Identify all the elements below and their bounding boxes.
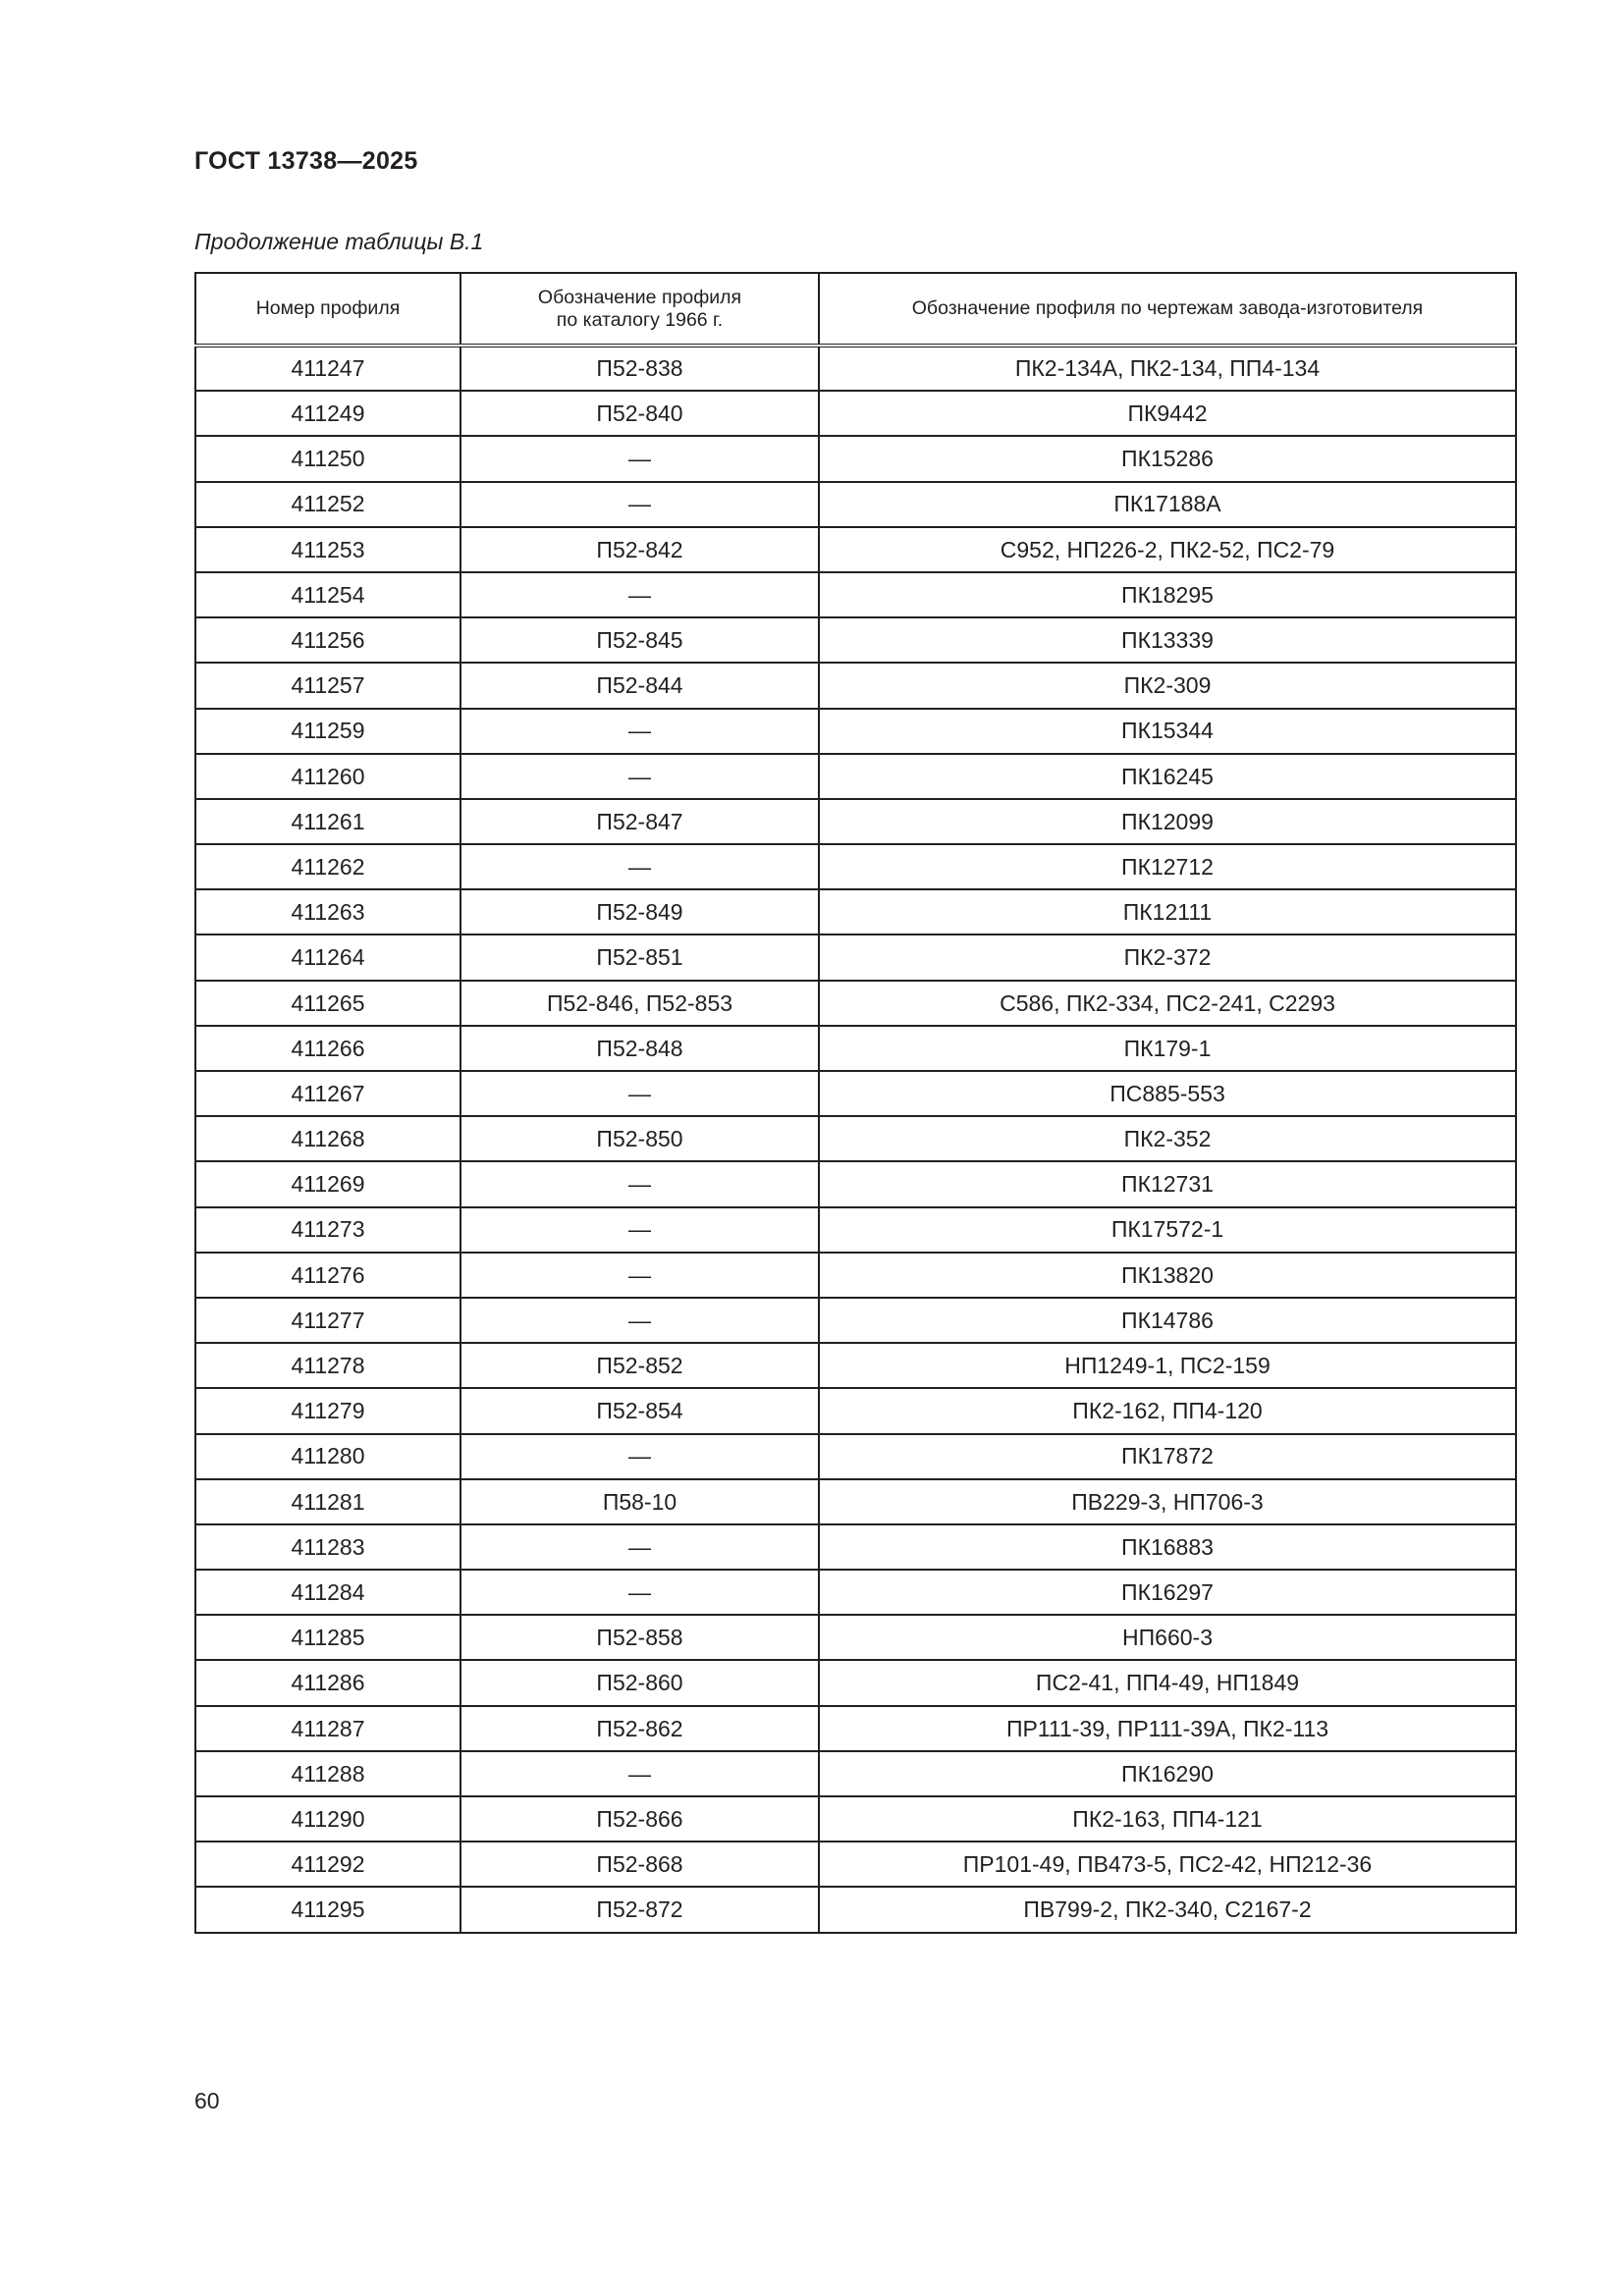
profile-number-cell: 411295	[195, 1887, 460, 1932]
table-row	[195, 1161, 1516, 1206]
table-row	[195, 1434, 1516, 1479]
catalog-designation-cell: —	[460, 1434, 819, 1479]
page-number: 60	[194, 2088, 220, 2113]
manufacturer-designation-cell: ПК179-1	[819, 1026, 1516, 1071]
table-row	[195, 1796, 1516, 1842]
table-caption: Продолжение таблицы В.1	[194, 229, 484, 254]
manufacturer-designation-cell: ПК12099	[819, 799, 1516, 844]
table-header	[195, 273, 1516, 346]
table-row	[195, 1479, 1516, 1524]
manufacturer-designation-cell: ПК17572-1	[819, 1207, 1516, 1253]
catalog-designation-cell: П52-850	[460, 1116, 819, 1161]
manufacturer-designation-cell: ПК16290	[819, 1751, 1516, 1796]
catalog-designation-cell: П52-852	[460, 1343, 819, 1388]
manufacturer-designation-cell: ПК15344	[819, 709, 1516, 754]
table-row	[195, 1116, 1516, 1161]
profile-number-cell: 411256	[195, 617, 460, 663]
manufacturer-designation-cell: ПК18295	[819, 572, 1516, 617]
manufacturer-designation-cell: ПВ799-2, ПК2-340, С2167-2	[819, 1887, 1516, 1932]
table-row	[195, 799, 1516, 844]
profile-number-cell: 411257	[195, 663, 460, 708]
table-row	[195, 1751, 1516, 1796]
document-header: ГОСТ 13738—2025	[194, 147, 418, 175]
manufacturer-designation-cell: ПК2-134А, ПК2-134, ПП4-134	[819, 346, 1516, 391]
manufacturer-designation-cell: ПК17872	[819, 1434, 1516, 1479]
manufacturer-designation-cell: ПК2-162, ПП4-120	[819, 1388, 1516, 1433]
profile-number-cell: 411249	[195, 391, 460, 436]
profile-number-cell: 411279	[195, 1388, 460, 1433]
manufacturer-designation-cell: ПК2-163, ПП4-121	[819, 1796, 1516, 1842]
table-row	[195, 709, 1516, 754]
profile-number-cell: 411252	[195, 482, 460, 527]
catalog-designation-cell: —	[460, 1071, 819, 1116]
catalog-designation-cell: П52-848	[460, 1026, 819, 1071]
catalog-designation-cell: П52-866	[460, 1796, 819, 1842]
catalog-designation-cell: П52-846, П52-853	[460, 981, 819, 1026]
manufacturer-designation-cell: ПК13339	[819, 617, 1516, 663]
profile-number-cell: 411286	[195, 1660, 460, 1705]
manufacturer-designation-cell: ПВ229-3, НП706-3	[819, 1479, 1516, 1524]
catalog-designation-cell: —	[460, 1207, 819, 1253]
profile-number-cell: 411288	[195, 1751, 460, 1796]
profile-number-cell: 411262	[195, 844, 460, 889]
catalog-designation-cell: —	[460, 1298, 819, 1343]
profile-number-cell: 411250	[195, 436, 460, 481]
catalog-designation-cell: —	[460, 572, 819, 617]
manufacturer-designation-cell: ПР101-49, ПВ473-5, ПС2-42, НП212-36	[819, 1842, 1516, 1887]
table-row	[195, 1842, 1516, 1887]
catalog-designation-cell: П52-862	[460, 1706, 819, 1751]
table-row	[195, 1388, 1516, 1433]
profile-number-cell: 411259	[195, 709, 460, 754]
manufacturer-designation-cell: ПК2-372	[819, 934, 1516, 980]
catalog-designation-cell: —	[460, 1524, 819, 1570]
table-row	[195, 934, 1516, 980]
profile-number-cell: 411280	[195, 1434, 460, 1479]
profile-table	[194, 272, 1517, 1934]
manufacturer-designation-cell: ПК12111	[819, 889, 1516, 934]
manufacturer-designation-cell: ПР111-39, ПР111-39А, ПК2-113	[819, 1706, 1516, 1751]
catalog-designation-cell: П52-851	[460, 934, 819, 980]
profile-number-cell: 411269	[195, 1161, 460, 1206]
manufacturer-designation-cell: ПК12712	[819, 844, 1516, 889]
table-header-row	[195, 273, 1516, 346]
table-body	[195, 346, 1516, 1933]
profile-number-cell: 411273	[195, 1207, 460, 1253]
catalog-designation-cell: П52-845	[460, 617, 819, 663]
catalog-designation-cell: —	[460, 1751, 819, 1796]
manufacturer-designation-cell: НП660-3	[819, 1615, 1516, 1660]
profile-number-cell: 411283	[195, 1524, 460, 1570]
table-row	[195, 663, 1516, 708]
catalog-designation-cell: П52-849	[460, 889, 819, 934]
catalog-designation-cell: —	[460, 1253, 819, 1298]
table-row	[195, 1660, 1516, 1705]
profile-number-cell: 411261	[195, 799, 460, 844]
manufacturer-designation-cell: ПК15286	[819, 436, 1516, 481]
manufacturer-designation-cell: ПК2-352	[819, 1116, 1516, 1161]
table-row	[195, 1253, 1516, 1298]
manufacturer-designation-cell: ПК16883	[819, 1524, 1516, 1570]
table-row	[195, 1071, 1516, 1116]
table-row	[195, 1298, 1516, 1343]
table-row	[195, 844, 1516, 889]
catalog-designation-cell: —	[460, 844, 819, 889]
manufacturer-designation-cell: ПК13820	[819, 1253, 1516, 1298]
catalog-designation-cell: —	[460, 436, 819, 481]
profile-number-cell: 411267	[195, 1071, 460, 1116]
column-header-catalog-designation: Обозначение профиля по каталогу 1966 г.	[460, 273, 819, 346]
manufacturer-designation-cell: ПК9442	[819, 391, 1516, 436]
catalog-designation-cell: П52-842	[460, 527, 819, 572]
table-row	[195, 981, 1516, 1026]
profile-number-cell: 411253	[195, 527, 460, 572]
profile-number-cell: 411292	[195, 1842, 460, 1887]
column-header-profile-number: Номер профиля	[195, 273, 460, 346]
catalog-designation-cell: —	[460, 1161, 819, 1206]
profile-number-cell: 411281	[195, 1479, 460, 1524]
profile-number-cell: 411287	[195, 1706, 460, 1751]
catalog-designation-cell: П52-858	[460, 1615, 819, 1660]
table-row	[195, 889, 1516, 934]
table-row	[195, 572, 1516, 617]
manufacturer-designation-cell: ПК2-309	[819, 663, 1516, 708]
table-row	[195, 527, 1516, 572]
manufacturer-designation-cell: ПС2-41, ПП4-49, НП1849	[819, 1660, 1516, 1705]
table-row	[195, 1570, 1516, 1615]
catalog-designation-cell: П52-840	[460, 391, 819, 436]
catalog-designation-cell: П52-872	[460, 1887, 819, 1932]
manufacturer-designation-cell: ПК14786	[819, 1298, 1516, 1343]
manufacturer-designation-cell: ПС885-553	[819, 1071, 1516, 1116]
catalog-designation-cell: П52-847	[460, 799, 819, 844]
column-header-manufacturer-designation: Обозначение профиля по чертежам завода-изготовителя	[819, 273, 1516, 346]
profile-number-cell: 411278	[195, 1343, 460, 1388]
manufacturer-designation-cell: ПК16297	[819, 1570, 1516, 1615]
catalog-designation-cell: П52-854	[460, 1388, 819, 1433]
catalog-designation-cell: —	[460, 709, 819, 754]
table-row	[195, 482, 1516, 527]
manufacturer-designation-cell: С952, НП226-2, ПК2-52, ПС2-79	[819, 527, 1516, 572]
profile-number-cell: 411254	[195, 572, 460, 617]
profile-number-cell: 411277	[195, 1298, 460, 1343]
table-row	[195, 1207, 1516, 1253]
table-row	[195, 1706, 1516, 1751]
catalog-designation-cell: П52-838	[460, 346, 819, 391]
catalog-designation-cell: П58-10	[460, 1479, 819, 1524]
catalog-designation-cell: П52-868	[460, 1842, 819, 1887]
manufacturer-designation-cell: ПК12731	[819, 1161, 1516, 1206]
catalog-designation-cell: П52-844	[460, 663, 819, 708]
profile-number-cell: 411268	[195, 1116, 460, 1161]
table-row	[195, 1615, 1516, 1660]
table-row	[195, 1524, 1516, 1570]
table-row	[195, 436, 1516, 481]
profile-number-cell: 411290	[195, 1796, 460, 1842]
catalog-designation-cell: П52-860	[460, 1660, 819, 1705]
profile-number-cell: 411263	[195, 889, 460, 934]
table-row	[195, 346, 1516, 391]
catalog-designation-cell: —	[460, 1570, 819, 1615]
profile-number-cell: 411264	[195, 934, 460, 980]
profile-number-cell: 411266	[195, 1026, 460, 1071]
table-row	[195, 391, 1516, 436]
profile-number-cell: 411260	[195, 754, 460, 799]
profile-number-cell: 411247	[195, 346, 460, 391]
profile-number-cell: 411284	[195, 1570, 460, 1615]
catalog-designation-cell: —	[460, 754, 819, 799]
profile-number-cell: 411265	[195, 981, 460, 1026]
manufacturer-designation-cell: ПК17188А	[819, 482, 1516, 527]
profile-number-cell: 411285	[195, 1615, 460, 1660]
profile-number-cell: 411276	[195, 1253, 460, 1298]
manufacturer-designation-cell: НП1249-1, ПС2-159	[819, 1343, 1516, 1388]
manufacturer-designation-cell: С586, ПК2-334, ПС2-241, С2293	[819, 981, 1516, 1026]
manufacturer-designation-cell: ПК16245	[819, 754, 1516, 799]
table-row	[195, 754, 1516, 799]
table-row	[195, 617, 1516, 663]
table-row	[195, 1887, 1516, 1932]
table-row	[195, 1026, 1516, 1071]
catalog-designation-cell: —	[460, 482, 819, 527]
table-row	[195, 1343, 1516, 1388]
